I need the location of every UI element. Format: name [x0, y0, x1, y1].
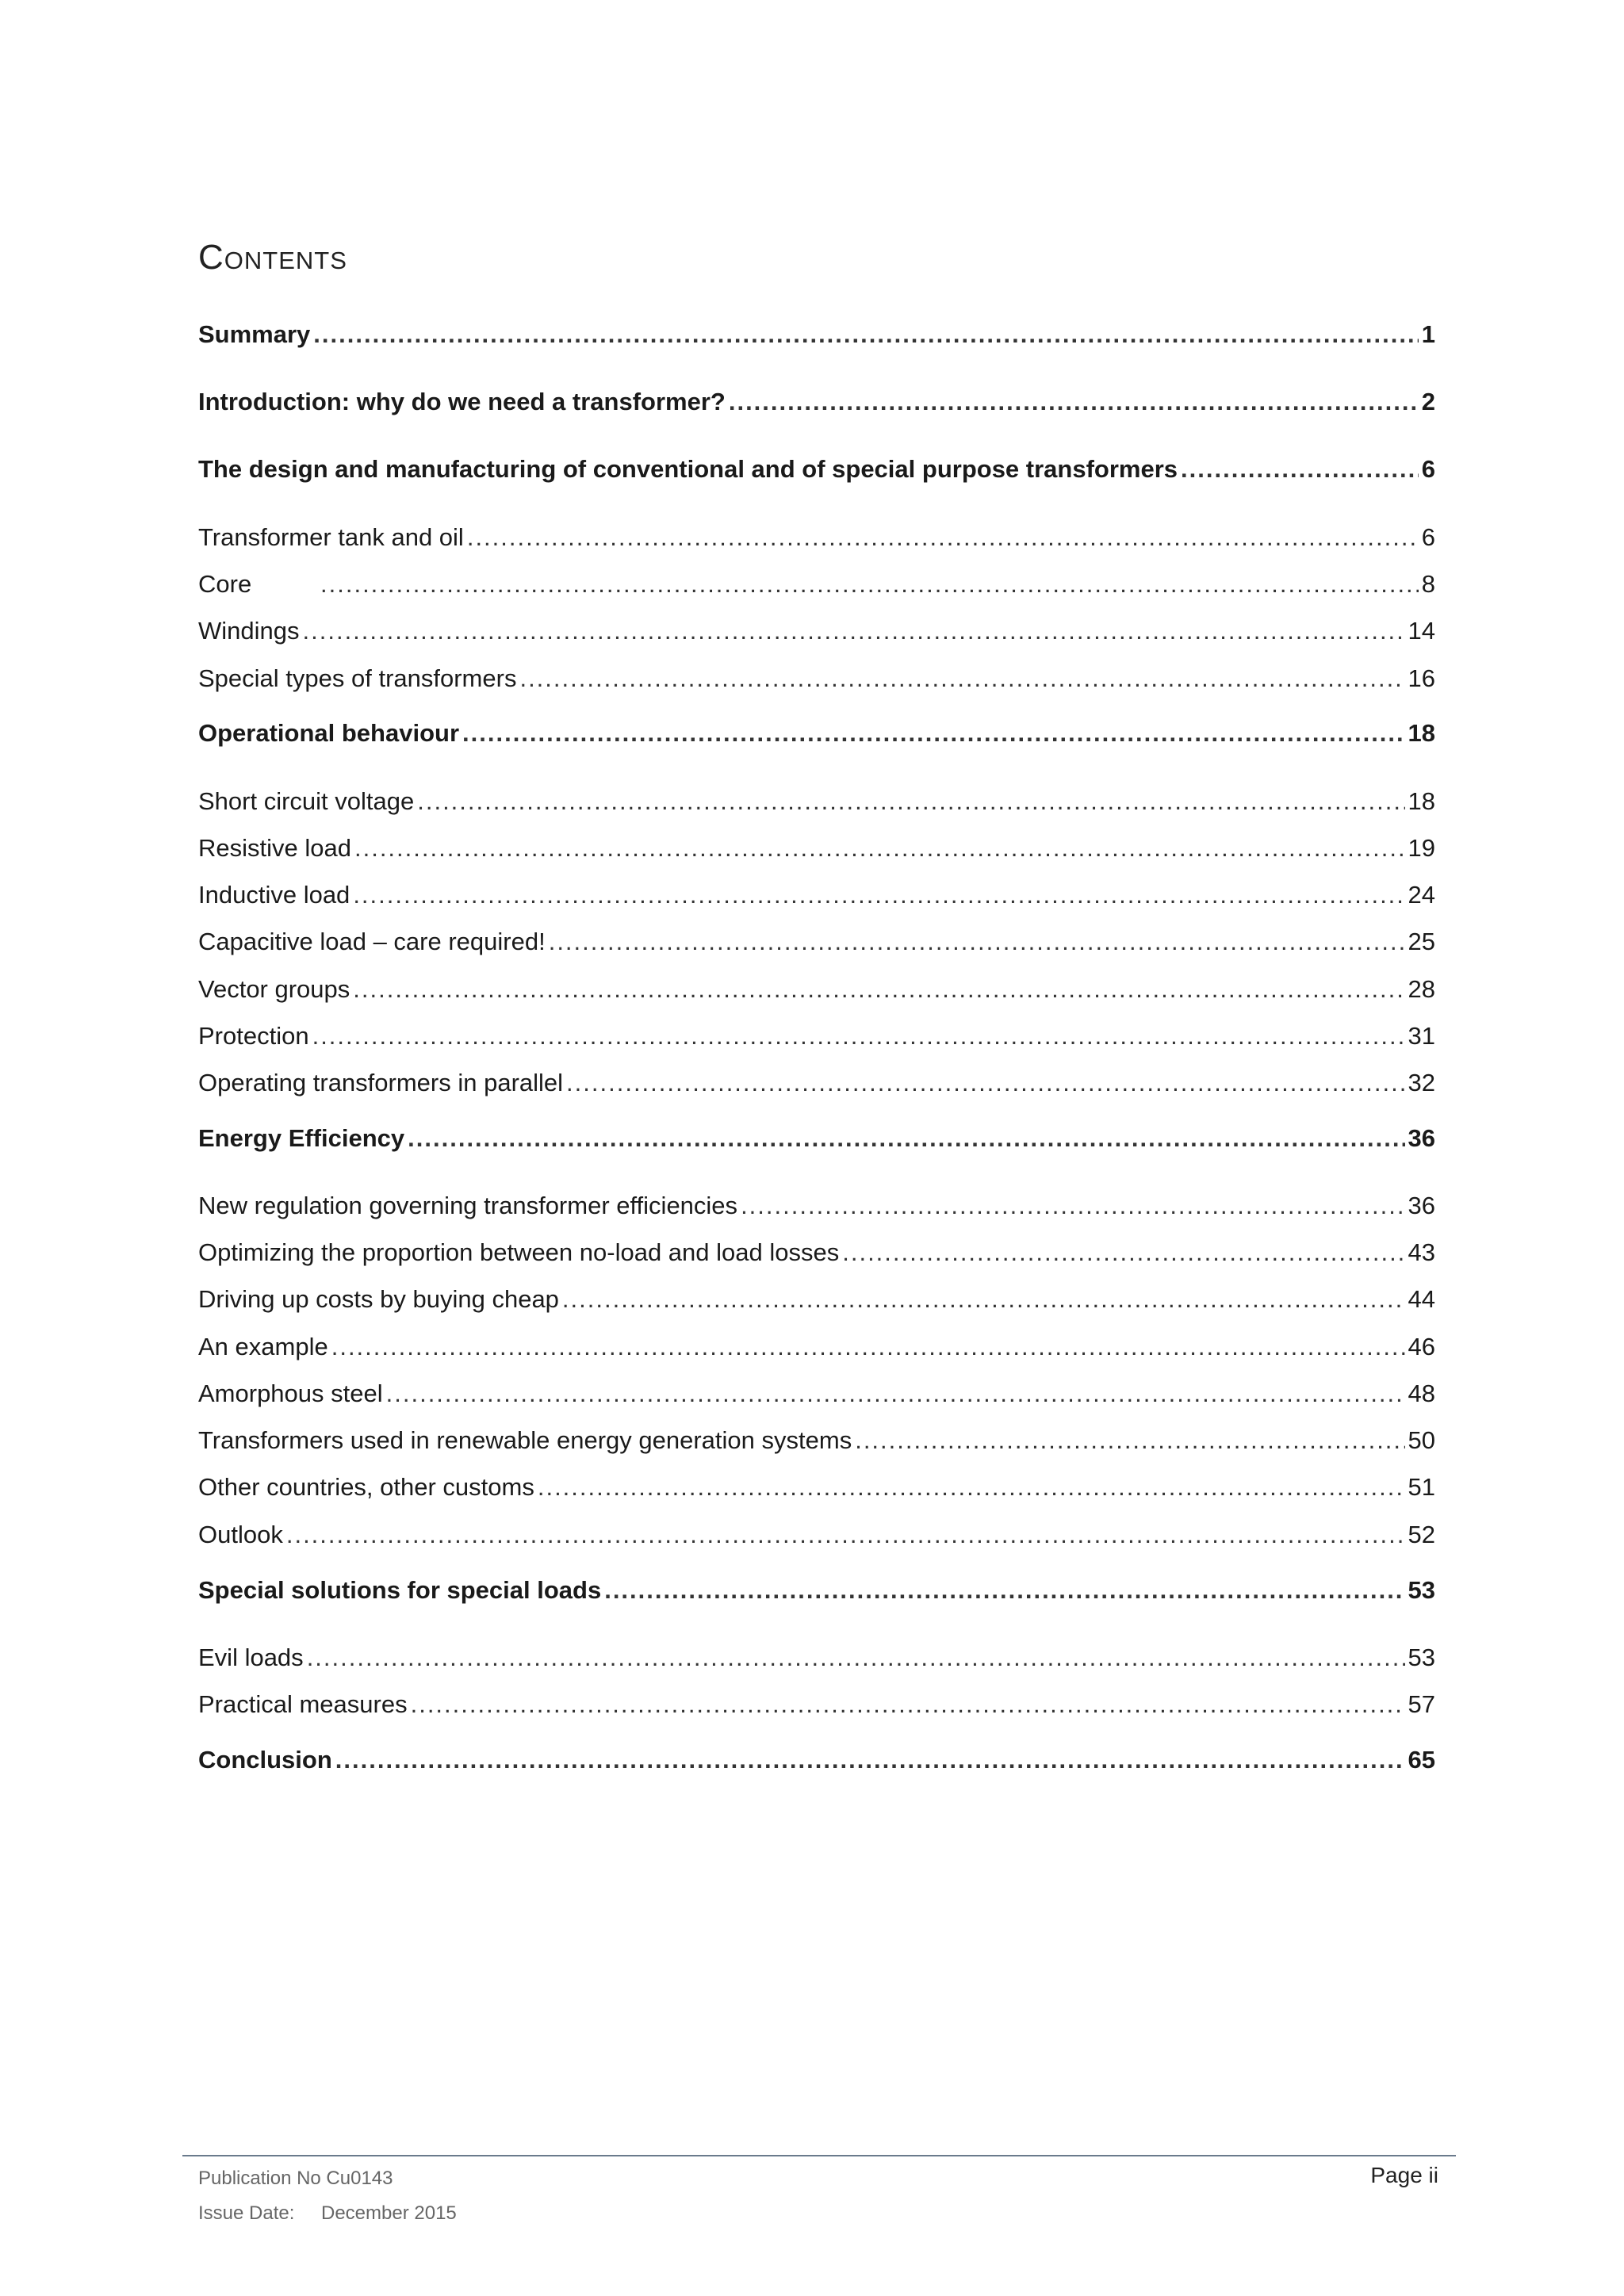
toc-entry[interactable] — [198, 1380, 1435, 1414]
toc-entry-page-number: 53 — [1408, 1644, 1435, 1671]
toc-entry[interactable] — [198, 1124, 1435, 1159]
toc-entry-label: Protection — [198, 1022, 309, 1050]
toc-entry-page-number: 36 — [1408, 1124, 1435, 1152]
toc-leader-dots — [386, 1380, 1405, 1408]
toc-entry[interactable] — [198, 664, 1435, 699]
toc-entry-label: Operating transformers in parallel — [198, 1069, 564, 1096]
toc-entry[interactable] — [198, 1069, 1435, 1104]
toc-leader-dots — [566, 1069, 1404, 1097]
publication-number: Publication No Cu0143 — [198, 2168, 393, 2189]
footer-divider — [182, 2155, 1456, 2156]
toc-leader-dots — [604, 1576, 1404, 1605]
toc-entry[interactable] — [198, 928, 1435, 962]
toc-entry[interactable] — [198, 617, 1435, 652]
toc-entry[interactable] — [198, 1285, 1435, 1320]
toc-leader-dots — [855, 1426, 1404, 1455]
toc-leader-dots — [467, 523, 1419, 552]
toc-entry-label: Inductive load — [198, 881, 350, 909]
issue-date — [198, 2202, 457, 2225]
toc-entry-label: Outlook — [198, 1521, 283, 1548]
toc-entry-page-number: 57 — [1408, 1690, 1435, 1718]
toc-entry-page-number: 46 — [1408, 1333, 1435, 1360]
toc-entry-page-number: 2 — [1421, 388, 1435, 415]
toc-entry-label: Other countries, other customs — [198, 1473, 534, 1501]
toc-leader-dots — [562, 1285, 1405, 1314]
toc-entry-label: Vector groups — [198, 975, 350, 1003]
toc-entry-page-number: 16 — [1408, 664, 1435, 692]
toc-leader-dots — [417, 787, 1404, 816]
toc-entry-label: Transformers used in renewable energy generation systems — [198, 1426, 852, 1454]
toc-entry-label: Core — [198, 570, 252, 598]
toc-entry[interactable] — [198, 1333, 1435, 1368]
toc-leader-dots — [286, 1521, 1405, 1549]
toc-entry-label: An example — [198, 1333, 328, 1360]
toc-entry[interactable] — [198, 1022, 1435, 1057]
toc-entry-page-number: 44 — [1408, 1285, 1435, 1313]
toc-entry[interactable] — [198, 1192, 1435, 1226]
toc-entry[interactable] — [198, 881, 1435, 916]
toc-entry-page-number: 28 — [1408, 975, 1435, 1003]
toc-entry[interactable] — [198, 1690, 1435, 1725]
toc-entry[interactable] — [198, 1521, 1435, 1556]
toc-entry[interactable] — [198, 1473, 1435, 1508]
toc-entry-label: Resistive load — [198, 834, 351, 862]
toc-entry-page-number: 18 — [1408, 719, 1435, 747]
toc-entry[interactable] — [198, 523, 1435, 558]
toc-entry-label: Energy Efficiency — [198, 1124, 405, 1152]
toc-leader-dots — [313, 320, 1418, 349]
toc-entry[interactable] — [198, 719, 1435, 754]
toc-entry[interactable] — [198, 388, 1435, 423]
toc-leader-dots — [549, 928, 1405, 956]
toc-entry-page-number: 48 — [1408, 1380, 1435, 1407]
toc-entry[interactable] — [198, 1426, 1435, 1461]
toc-entry-label: Conclusion — [198, 1746, 332, 1774]
toc-entry-label: Driving up costs by buying cheap — [198, 1285, 559, 1313]
toc-entry-page-number: 18 — [1408, 787, 1435, 815]
toc-leader-dots — [353, 881, 1404, 909]
toc-entry-page-number: 8 — [1421, 570, 1435, 598]
toc-entry-label: Windings — [198, 617, 300, 645]
toc-entry-page-number: 32 — [1408, 1069, 1435, 1096]
toc-entry-page-number: 14 — [1408, 617, 1435, 645]
toc-entry-page-number: 53 — [1408, 1576, 1435, 1604]
issue-date-value: December 2015 — [321, 2202, 457, 2224]
toc-leader-dots — [538, 1473, 1405, 1502]
toc-entry-label: New regulation governing transformer efficiencies — [198, 1192, 738, 1219]
toc-leader-dots — [331, 1333, 1405, 1361]
toc-leader-dots — [842, 1238, 1404, 1267]
toc-entry-page-number: 31 — [1408, 1022, 1435, 1050]
toc-leader-dots — [320, 570, 1419, 599]
toc-entry[interactable] — [198, 455, 1435, 490]
toc-entry-page-number: 50 — [1408, 1426, 1435, 1454]
toc-entry-page-number: 6 — [1421, 523, 1435, 551]
toc-leader-dots — [353, 975, 1404, 1004]
toc-leader-dots — [741, 1192, 1404, 1220]
toc-leader-dots — [462, 719, 1405, 748]
toc-entry-page-number: 65 — [1408, 1746, 1435, 1774]
page-number-label: Page ii — [1370, 2163, 1438, 2187]
toc-entry-label: Special types of transformers — [198, 664, 517, 692]
toc-entry[interactable] — [198, 1238, 1435, 1273]
toc-leader-dots — [303, 617, 1405, 645]
toc-entry-page-number: 43 — [1408, 1238, 1435, 1266]
toc-entry-label: Short circuit voltage — [198, 787, 415, 815]
toc-leader-dots — [312, 1022, 1405, 1050]
toc-entry-page-number: 1 — [1421, 320, 1435, 348]
toc-entry-label: Transformer tank and oil — [198, 523, 464, 551]
toc-entry-page-number: 19 — [1408, 834, 1435, 862]
toc-leader-dots — [354, 834, 1405, 863]
toc-entry-page-number: 36 — [1408, 1192, 1435, 1219]
toc-entry[interactable] — [198, 1746, 1435, 1781]
toc-entry-label: Special solutions for special loads — [198, 1576, 602, 1604]
toc-leader-dots — [408, 1124, 1404, 1153]
toc-leader-dots — [519, 664, 1404, 693]
toc-entry-label: Optimizing the proportion between no-load and load losses — [198, 1238, 840, 1266]
issue-date-label: Issue Date: — [198, 2202, 295, 2224]
toc-entry-label: Practical measures — [198, 1690, 408, 1718]
toc-entry[interactable] — [198, 834, 1435, 869]
toc-entry-label: Amorphous steel — [198, 1380, 383, 1407]
toc-entry-label: Capacitive load – care required! — [198, 928, 546, 955]
toc-entry-label: The design and manufacturing of conventional and of special purpose transformers — [198, 455, 1178, 483]
toc-entry[interactable] — [198, 787, 1435, 822]
toc-entry-page-number: 25 — [1408, 928, 1435, 955]
toc-entry-label: Operational behaviour — [198, 719, 460, 747]
toc-entry-page-number: 24 — [1408, 881, 1435, 909]
toc-entry-page-number: 52 — [1408, 1521, 1435, 1548]
toc-entry[interactable] — [198, 975, 1435, 1010]
toc-entry-label: Introduction: why do we need a transformer? — [198, 388, 726, 415]
toc-leader-dots — [411, 1690, 1405, 1719]
toc-entry[interactable] — [198, 570, 1435, 605]
toc-leader-dots — [307, 1644, 1405, 1672]
toc-entry-label: Summary — [198, 320, 311, 348]
toc-entry-page-number: 51 — [1408, 1473, 1435, 1501]
toc-entry[interactable] — [198, 1576, 1435, 1611]
toc-entry-page-number: 6 — [1421, 455, 1435, 483]
toc-entry-label: Evil loads — [198, 1644, 304, 1671]
toc-entry[interactable] — [198, 320, 1435, 355]
toc-entry[interactable] — [198, 1644, 1435, 1678]
toc-leader-dots — [1181, 455, 1419, 484]
page-title: Contents — [198, 238, 347, 277]
toc-leader-dots — [335, 1746, 1405, 1774]
toc-leader-dots — [729, 388, 1419, 416]
